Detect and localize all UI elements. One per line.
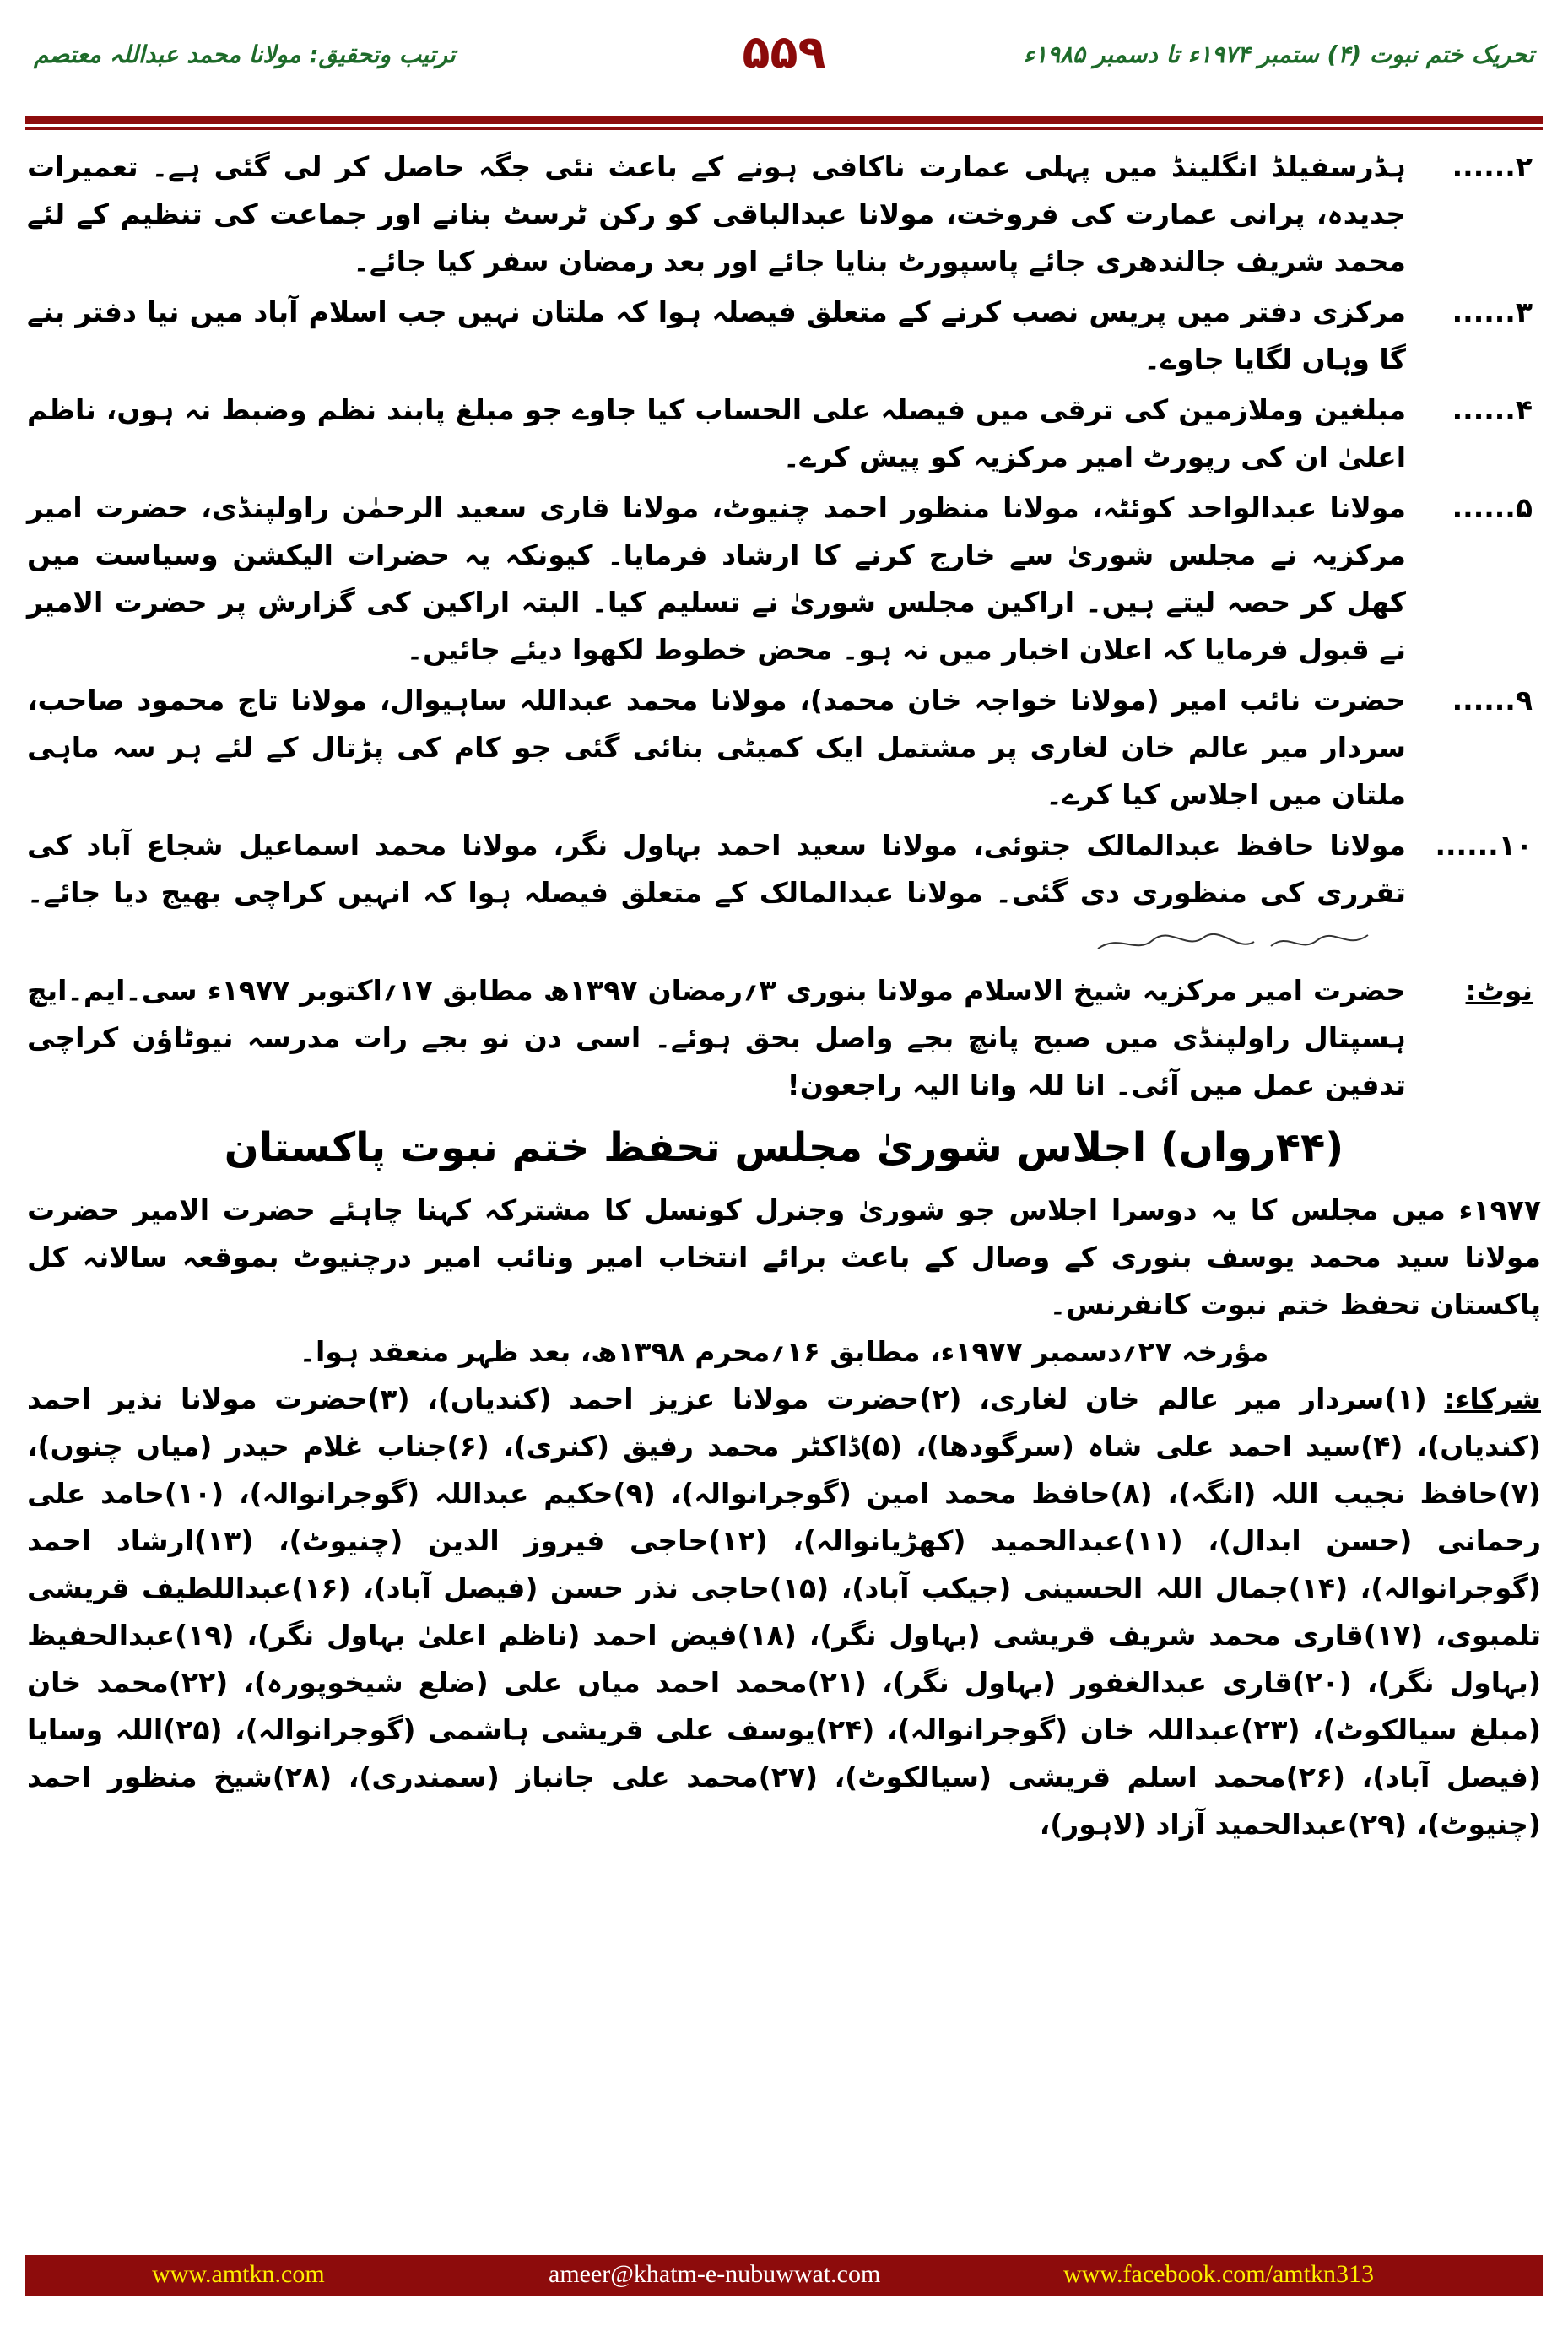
participant: (۱)سردار میر عالم خان لغاری، — [979, 1382, 1427, 1415]
note — [27, 967, 1541, 1109]
date-line: مؤرخہ ۲۷؍دسمبر ۱۹۷۷ء، مطابق ۱۶؍محرم ۱۳۹۸ھ، بعد ظہر منعقد ہوا۔ — [299, 1335, 1269, 1368]
item-number: ۴...... — [1452, 393, 1533, 426]
participant: (۶)جناب غلام حیدر (میاں چنوں)، — [27, 1430, 489, 1463]
email-link[interactable]: ameer@khatm-e-nubuwwat.com — [549, 2260, 881, 2288]
page-footer — [25, 2255, 1543, 2296]
participant: (۱۹)عبدالحفیظ (بہاول نگر)، — [27, 1619, 1541, 1699]
participant: (۳)حضرت مولانا نذیر احمد (کندیاں)، — [27, 1382, 1541, 1463]
item-text: مولانا عبدالواحد کوئٹہ، مولانا منظور احمد چنیوٹ، مولانا قاری سعید الرحمٰن راولپنڈی، حضرت امیر مرکزیہ نے مجلس شوریٰ سے خارج کرنے کا ارشاد فرمایا۔ کیونکہ یہ حضرات الیکشن وسیاست میں کھل کر حصہ لیتے ہیں۔ اراکین مجلس شوریٰ نے تسلیم کیا۔ البتہ اراکین کی گزارش پر حضرت الامیر نے قبول فرمایا کہ اعلان اخبار میں نہ ہو۔ محض خطوط لکھوا دیئے جائیں۔ — [27, 491, 1406, 666]
item-text: ہڈرسفیلڈ انگلینڈ میں پہلی عمارت ناکافی ہونے کے باعث نئی جگہ حاصل کر لی گئی ہے۔ تعمیرات جدیدہ، پرانی عمارت کی فروخت، مولانا عبدالباقی کو رکن ٹرسٹ بنانے اور جماعت کی تنظیم کے لئے محمد شریف جالندھری جائے پاسپورٹ بنایا جائے اور بعد رمضان سفر کیا جائے۔ — [27, 150, 1406, 278]
participant: (۲۳)عبداللہ خان (گوجرانوالہ)، — [886, 1713, 1300, 1746]
item-text: مبلغین وملازمین کی ترقی میں فیصلہ علی الحساب کیا جاوے جو مبلغ پابند نظم وضبط نہ ہوں، ناظم اعلیٰ ان کی رپورٹ امیر مرکزیہ کو پیش کرے۔ — [27, 393, 1406, 473]
item-text: مرکزی دفتر میں پریس نصب کرنے کے متعلق فیصلہ ہوا کہ ملتان نہیں جب اسلام آباد میں نیا دفتر بنے گا وہاں لگایا جاوے۔ — [27, 295, 1406, 376]
note-label: نوٹ: — [1465, 974, 1533, 1007]
participant: (۱۰)حامد علی رحمانی (حسن ابدال)، — [27, 1477, 1541, 1557]
item-number: ۱۰...... — [1435, 829, 1533, 862]
item-text: مولانا حافظ عبدالمالک جتوئی، مولانا سعید احمد بہاول نگر، مولانا محمد اسماعیل شجاع آباد کی تقرری کی منظوری دی گئی۔ مولانا عبدالمالک کے متعلق فیصلہ ہوا کہ انہیں کراچی بھیج دیا جائے۔ — [27, 829, 1406, 909]
list-item — [27, 289, 1541, 383]
participant: (۲۹)عبدالحمید آزاد (لاہور)، — [1039, 1808, 1408, 1841]
item-number: ۵...... — [1452, 491, 1533, 524]
header-divider-thin — [25, 127, 1543, 130]
participant: (۲۷)محمد علی جانباز (سمندری)، — [348, 1761, 819, 1793]
note-text: حضرت امیر مرکزیہ شیخ الاسلام مولانا بنوری ۳؍رمضان ۱۳۹۷ھ مطابق ۱۷؍اکتوبر ۱۹۷۷ء سی۔ایم۔ایچ ہسپتال راولپنڈی میں صبح پانچ بجے واصل بحق ہوئے۔ اسی دن نو بجے رات مدرسہ نیوٹاؤن کراچی تدفین عمل میں آئی۔ انا للہ وانا الیہ راجعون! — [27, 974, 1406, 1101]
participant: (۱۴)جمال اللہ الحسینی (جیکب آباد)، — [841, 1571, 1349, 1604]
participant: (۱۱)عبدالحمید (کھڑیانوالہ)، — [792, 1524, 1183, 1557]
participant: (۱۸)فیض احمد (ناظم اعلیٰ بہاول نگر)، — [246, 1619, 797, 1652]
facebook-link[interactable]: www.facebook.com/amtkn313 — [1063, 2260, 1374, 2288]
page-number: ۵۵۹ — [742, 25, 826, 78]
participants-list — [27, 1376, 1541, 1848]
participant: (۴)سید احمد علی شاہ (سرگودھا)، — [916, 1430, 1403, 1463]
participant: (۲)حضرت مولانا عزیز احمد (کندیاں)، — [427, 1382, 962, 1415]
item-text-wrap — [27, 822, 1406, 964]
participants-label: شرکاء: — [1444, 1382, 1541, 1415]
participant: (۲۴)یوسف علی قریشی ہاشمی (گوجرانوالہ)، — [235, 1713, 875, 1746]
list-item — [27, 143, 1541, 285]
participant: (۵)ڈاکٹر محمد رفیق (کنری)، — [502, 1430, 903, 1463]
signature-image — [1094, 925, 1372, 959]
section-heading: (۴۴رواں) اجلاس شوریٰ مجلس تحفظ ختم نبوت پاکستان — [224, 1124, 1344, 1171]
participant: (۱۷)قاری محمد شریف قریشی (بہاول نگر)، — [808, 1619, 1424, 1652]
participant: (۹)حکیم عبداللہ (گوجرانوالہ)، — [238, 1477, 656, 1510]
list-item — [27, 387, 1541, 481]
participant: (۱۶)عبداللطیف قریشی تلمبوی، — [27, 1571, 1541, 1652]
participant: (۲۱)محمد احمد میاں علی (ضلع شیخوپورہ)، — [243, 1666, 867, 1699]
participant: (۱۲)حاجی فیروز الدین (چنیوٹ)، — [278, 1524, 768, 1557]
item-text: حضرت نائب امیر (مولانا خواجہ خان محمد)، مولانا محمد عبداللہ ساہیوال، مولانا تاج محمود صاحب، سردار میر عالم خان لغاری پر مشتمل ایک کمیٹی بنائی گئی جو کام کی پڑتال کے لئے ہر سہ ماہی ملتان میں اجلاس کیا کرے۔ — [27, 684, 1406, 811]
participant: (۲۶)محمد اسلم قریشی (سیالکوٹ)، — [834, 1761, 1346, 1793]
participant: (۱۵)حاجی نذر حسن (فیصل آباد)، — [363, 1571, 830, 1604]
participant: (۲۸)شیخ منظور احمد (چنیوٹ)، — [27, 1761, 1541, 1841]
list-item — [27, 822, 1541, 964]
section-intro: ۱۹۷۷ء میں مجلس کا یہ دوسرا اجلاس جو شوریٰ وجنرل کونسل کا مشترکہ کہنا چاہئے حضرت الامیر حضرت مولانا سید محمد یوسف بنوری کے وصال کے باعث برائے انتخاب امیر ونائب امیر درچنیوٹ بموقعہ سالانہ کل پاکستان تحفظ ختم نبوت کانفرنس۔ — [27, 1193, 1541, 1321]
compiler-credit: ترتیب وتحقیق: مولانا محمد عبداللہ معتصم — [34, 41, 456, 68]
participant: (۸)حافظ محمد امین (گوجرانوالہ)، — [670, 1477, 1153, 1510]
page-header — [34, 25, 1534, 93]
website-link[interactable]: www.amtkn.com — [152, 2260, 325, 2288]
participant: (۲۲)محمد خان (مبلغ سیالکوٹ)، — [27, 1666, 1542, 1746]
page-body — [27, 143, 1541, 1848]
item-number: ۹...... — [1452, 684, 1533, 717]
item-number: ۳...... — [1452, 295, 1533, 328]
book-title: تحریک ختم نبوت (۴) ستمبر ۱۹۷۴ء تا دسمبر ۱۹۸۵ء — [1023, 41, 1534, 68]
participant: (۷)حافظ نجیب اللہ (انگہ)، — [1167, 1477, 1541, 1510]
participant: (۲۰)قاری عبدالغفور (بہاول نگر)، — [882, 1666, 1352, 1699]
list-item — [27, 677, 1541, 819]
item-number: ۲...... — [1452, 150, 1533, 183]
participant: (۲۵)اللہ وسایا (فیصل آباد)، — [27, 1713, 1541, 1793]
participant: (۱۳)ارشاد احمد (گوجرانوالہ)، — [27, 1524, 1541, 1604]
list-item — [27, 484, 1541, 673]
header-divider — [25, 116, 1543, 124]
